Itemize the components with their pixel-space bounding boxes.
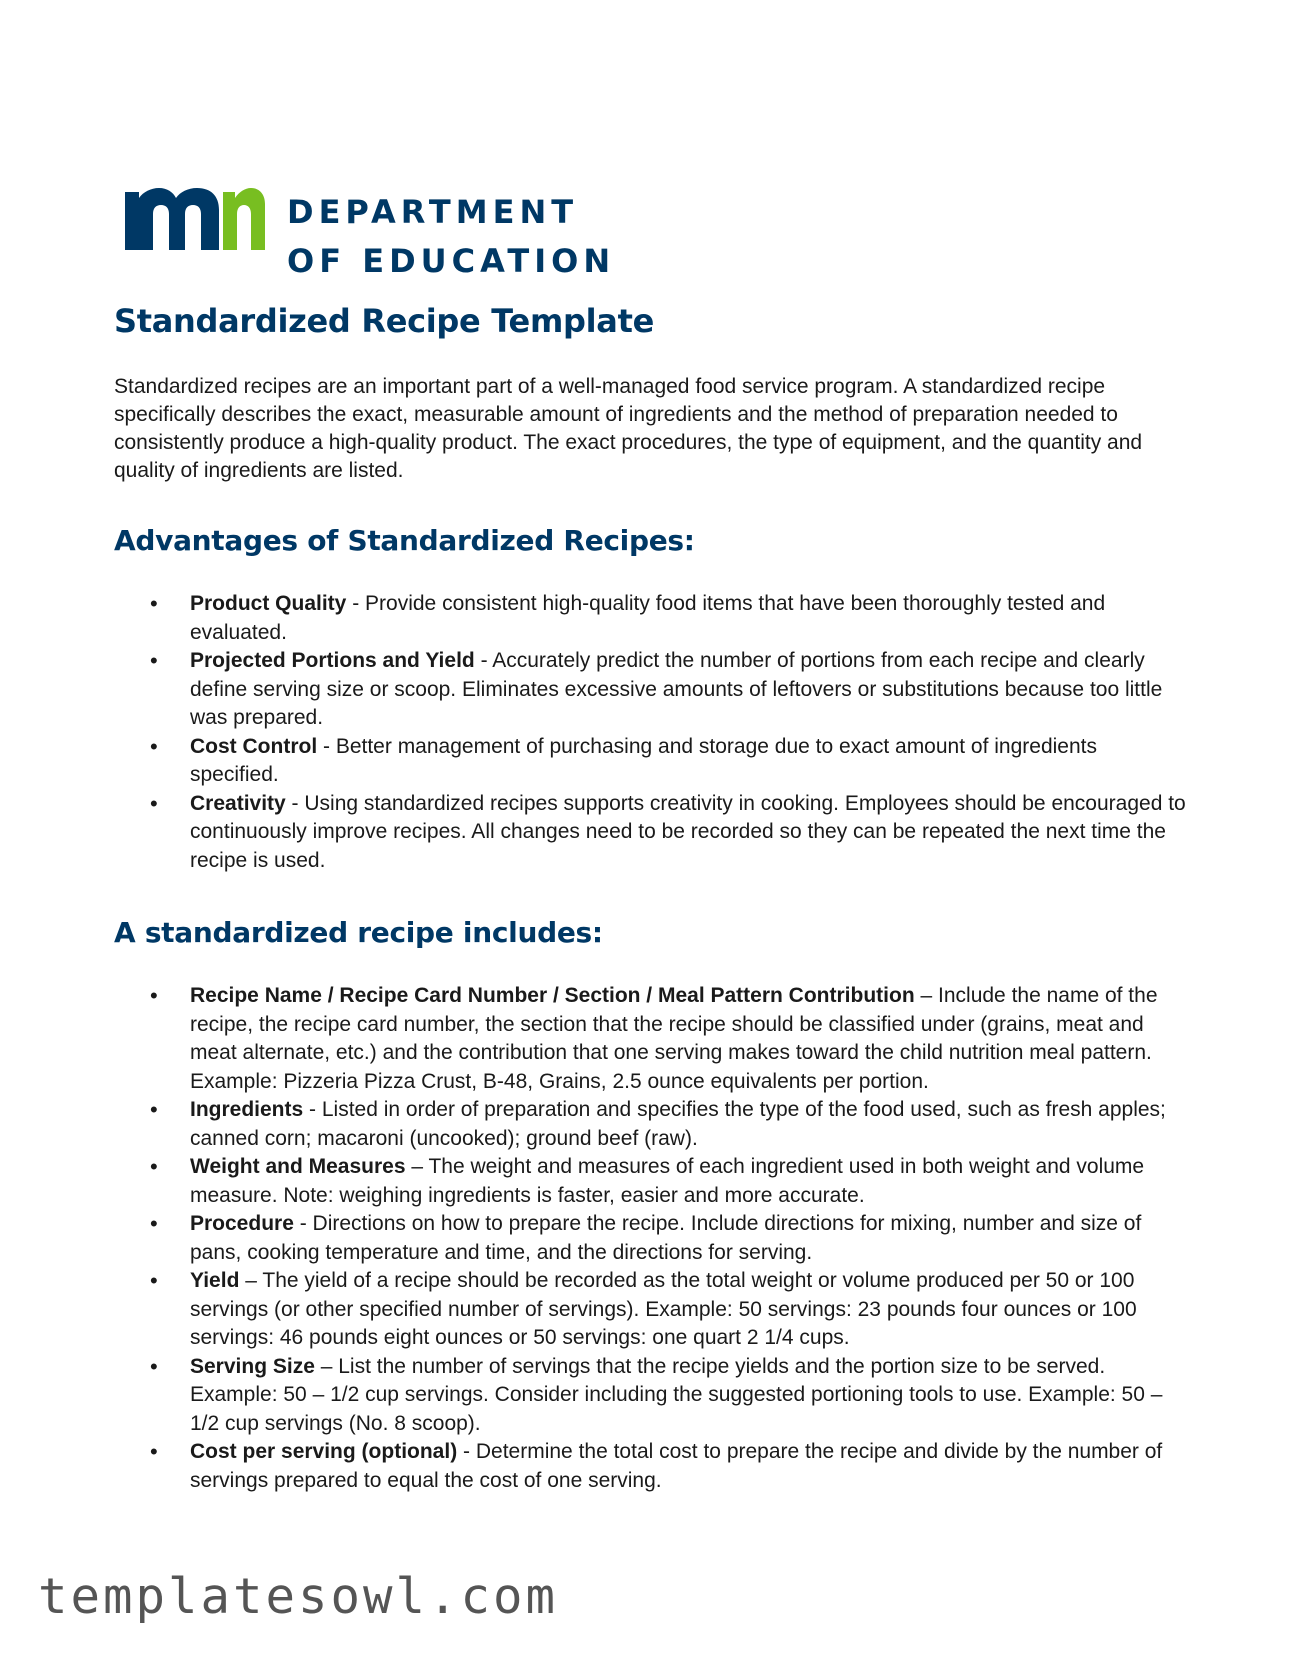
logo-line-of-education: OF EDUCATION [287, 242, 616, 280]
list-item-text: Better management of purchasing and storage due to exact amount of ingredients specified. [190, 734, 1097, 786]
list-item [114, 1153, 1190, 1210]
list-item-separator: - [457, 1440, 476, 1463]
list-item [114, 647, 1190, 733]
list-item-text: Accurately predict the number of portions from each recipe and clearly define serving size or scoop. Eliminates excessive amounts of leftovers or substitutions because too little was prepared. [190, 649, 1163, 729]
advantages-list [114, 590, 1190, 875]
watermark: templatesowl.com [38, 1568, 559, 1625]
list-item-text: Provide consistent high-quality food items that have been thoroughly tested and evaluated. [190, 592, 1106, 644]
list-item [114, 1210, 1190, 1267]
list-item-term: Recipe Name / Recipe Card Number / Section / Meal Pattern Contribution [190, 984, 915, 1007]
list-item-term: Creativity [190, 791, 286, 815]
includes-list [114, 982, 1190, 1495]
list-item-text: Include the name of the recipe, the recipe card number, the section that the recipe should be classified under (grains, meat and meat alternate, etc.) and the contribution that one serving makes toward the child nutrition meal pattern. Example: Pizzeria Pizza Crust, B-48, Grains, 2.5 ounce equivalents per portion. [190, 984, 1158, 1093]
includes-heading: A standardized recipe includes: [114, 916, 603, 949]
mn-logo-m-shape [125, 188, 219, 250]
list-item-term: Yield [190, 1269, 240, 1292]
list-item-separator: – [405, 1155, 429, 1178]
list-item-separator: - [346, 592, 366, 615]
list-item [114, 1267, 1190, 1353]
list-item-separator: - [474, 649, 493, 672]
list-item-separator: - [285, 791, 305, 815]
advantages-heading: Advantages of Standardized Recipes: [114, 524, 695, 557]
list-item [114, 1353, 1190, 1439]
list-item-term: Cost per serving (optional) [190, 1440, 458, 1463]
mde-logo [125, 186, 616, 280]
list-item-separator: - [293, 1212, 313, 1235]
list-item-term: Procedure [190, 1212, 294, 1235]
mn-logo-n-shape [223, 188, 265, 250]
list-item [114, 1438, 1190, 1495]
intro-paragraph: Standardized recipes are an important part of a well-managed food service program. A standardized recipe specifically describes the exact, measurable amount of ingredients and the method of preparation needed to consistently produce a high-quality product. The exact procedures, the type of equipment, and the quantity and quality of ingredients are listed. [114, 375, 1143, 482]
list-item-term: Product Quality [190, 592, 347, 615]
list-item [114, 1096, 1190, 1153]
list-item-term: Ingredients [190, 1098, 304, 1121]
list-item-text: Listed in order of preparation and specifies the type of the food used, such as fresh apples; canned corn; macaroni (uncooked); ground beef (raw). [190, 1098, 1166, 1150]
list-item-separator: – [239, 1269, 263, 1292]
list-item-text: The weight and measures of each ingredient used in both weight and volume measure. Note: weighing ingredients is faster, easier and more accurate. [190, 1155, 1145, 1207]
list-item [114, 790, 1190, 876]
list-item [114, 590, 1190, 647]
list-item-text: The yield of a recipe should be recorded as the total weight or volume produced per 50 or 100 servings (or other specified number of servings). Example: 50 servings: 23 pounds four ounces or 100 servings: 46 pounds eight ounces or 50 servings: one quart 2 1/4 cups. [190, 1269, 1137, 1349]
logo-text [287, 188, 615, 286]
list-item [114, 733, 1190, 790]
list-item-text: Determine the total cost to prepare the recipe and divide by the number of servings prepared to equal the cost of one serving. [190, 1440, 1163, 1492]
list-item-term: Cost Control [190, 734, 318, 758]
list-item-term: Serving Size [190, 1354, 315, 1378]
list-item-separator: - [303, 1098, 322, 1121]
list-item-text: Directions on how to prepare the recipe. Include directions for mixing, number and size of pans, cooking temperature and time, and the directions for serving. [190, 1212, 1142, 1264]
list-item [114, 982, 1190, 1096]
list-item-separator: – [914, 984, 939, 1007]
list-item-text: Using standardized recipes supports creativity in cooking. Employees should be encouraged to continuously improve recipes. All changes need to be recorded so they can be repeated the next time the recipe is used. [190, 791, 1186, 872]
mn-logo-icon [125, 186, 265, 252]
page-title: Standardized Recipe Template [114, 302, 654, 340]
list-item-term: Weight and Measures [190, 1155, 406, 1178]
list-item-text: List the number of servings that the recipe yields and the portion size to be served. Example: 50 – 1/2 cup servings. Consider including the suggested portioning tools to use. Example: 50 – 1/2 cup servings (No. 8 scoop). [190, 1354, 1163, 1435]
list-item-term: Projected Portions and Yield [190, 649, 475, 672]
list-item-separator: – [314, 1354, 339, 1378]
list-item-separator: - [317, 734, 336, 758]
logo-line-department: DEPARTMENT [287, 193, 579, 231]
